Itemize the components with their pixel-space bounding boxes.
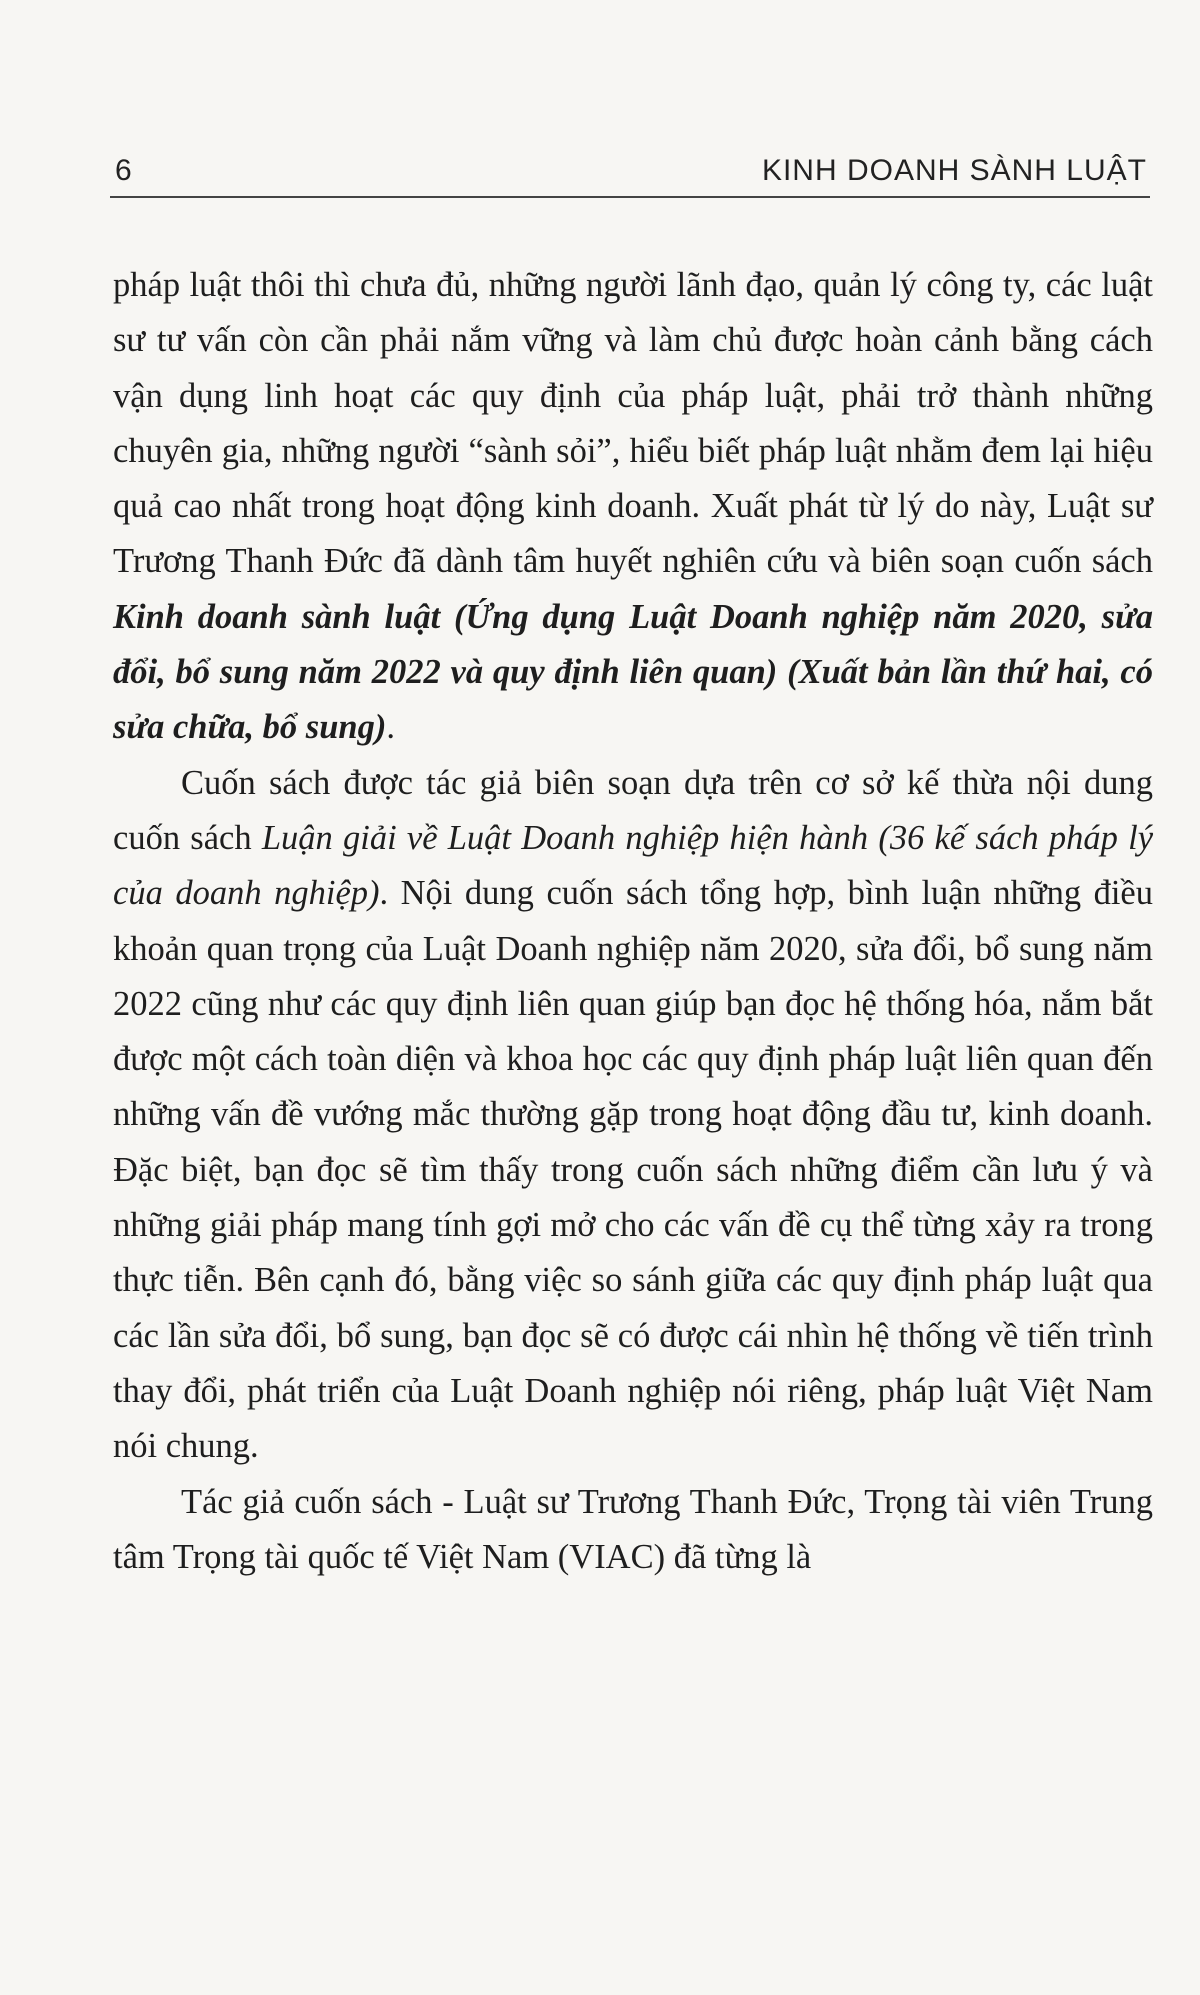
page-number: 6 [115,154,132,187]
paragraph-1-text: pháp luật thôi thì chưa đủ, những người lãnh đạo, quản lý công ty, các luật sư tư vấn còn cần phải nắm vững và làm chủ được hoàn cảnh bằng cách vận dụng linh hoạt các quy định của pháp luật, phải trở thành những chuyên gia, những người “sành sỏi”, hiểu biết pháp luật nhằm đem lại hiệu quả cao nhất trong hoạt động kinh doanh. Xuất phát từ lý do này, Luật sư Trương Thanh Đức đã dành tâm huyết nghiên cứu và biên soạn cuốn sách [113,266,1153,581]
body-text [113,258,1153,1585]
book-title: Kinh doanh sành luật (Ứng dụng Luật Doanh nghiệp năm 2020, sửa đổi, bổ sung năm 2022 và quy định liên quan) (Xuất bản lần thứ hai, có sửa chữa, bổ sung) [113,597,1153,747]
paragraph-3 [113,1475,1153,1586]
paragraph-2-text: Cuốn sách được tác giả biên soạn dựa trên cơ sở kế thừa nội dung cuốn sách [113,763,1153,857]
paragraph-2-rest: . Nội dung cuốn sách tổng hợp, bình luận những điều khoản quan trọng của Luật Doanh nghiệp năm 2020, sửa đổi, bổ sung năm 2022 cũng như các quy định liên quan giúp bạn đọc hệ thống hóa, nắm bắt được một cách toàn diện và khoa học các quy định pháp luật liên quan đến những vấn đề vướng mắc thường gặp trong hoạt động đầu tư, kinh doanh. Đặc biệt, bạn đọc sẽ tìm thấy trong cuốn sách những điểm cần lưu ý và những giải pháp mang tính gợi mở cho các vấn đề cụ thể từng xảy ra trong thực tiễn. Bên cạnh đó, bằng việc so sánh giữa các quy định pháp luật qua các lần sửa đổi, bổ sung, bạn đọc sẽ có được cái nhìn hệ thống về tiến trình thay đổi, phát triển của Luật Doanh nghiệp nói riêng, pháp luật Việt Nam nói chung. [113,874,1153,1466]
page-header [110,150,1150,198]
running-title: KINH DOANH SÀNH LUẬT [761,154,1147,187]
cited-book-title: Luận giải về Luật Doanh nghiệp hiện hành (36 kế sách pháp lý của doanh nghiệp) [113,818,1154,913]
paragraph-3-text: Tác giả cuốn sách - Luật sư Trương Thanh Đức, Trọng tài viên Trung tâm Trọng tài quốc tế Việt Nam (VIAC) đã từng là [113,1482,1153,1576]
paragraph-2 [113,756,1153,1475]
paragraph-1 [113,258,1153,756]
paragraph-1-end: . [386,708,395,747]
